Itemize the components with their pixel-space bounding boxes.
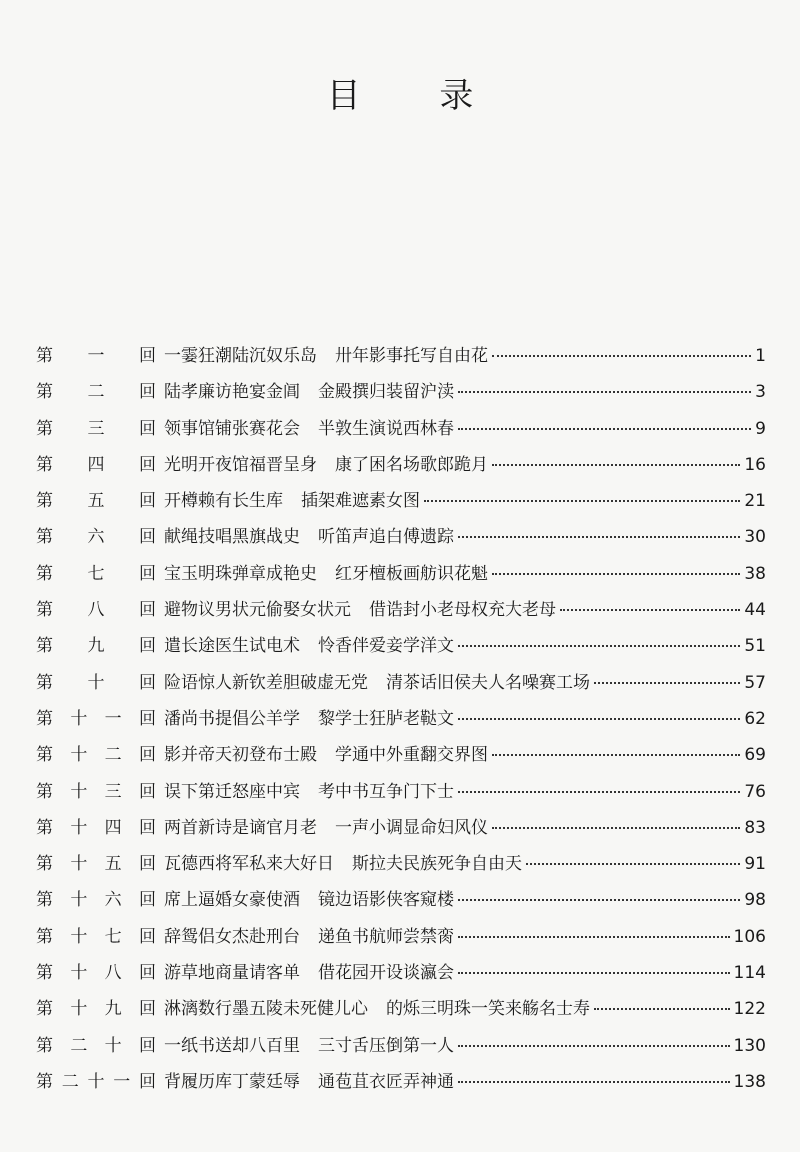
chapter-title-second-line: 一声小调显命妇风仪: [335, 817, 488, 838]
chapter-title-second-line: 红牙檀板画舫识花魁: [335, 563, 488, 584]
dot-leader: [458, 428, 751, 430]
dot-leader: [458, 791, 740, 793]
chapter-number: 第 十 一 回: [36, 708, 156, 729]
chapter-title-second-line: 借诰封小老母权充大老母: [369, 600, 556, 621]
page-number: 138: [733, 1071, 766, 1092]
dot-leader: [560, 609, 740, 611]
chapter-title-first-line: 光明开夜馆福晋呈身: [164, 454, 317, 475]
chapter-title-first-line: 背履历库丁蒙廷辱: [164, 1071, 300, 1092]
chapter-title-first-line: 遣长途医生试电术: [164, 636, 300, 657]
chapter-number: 第 九 回: [36, 636, 156, 657]
chapter-number: 第 十 三 回: [36, 781, 156, 802]
chapter-title-first-line: 宝玉明珠弹章成艳史: [164, 563, 317, 584]
dot-leader: [458, 936, 730, 938]
chapter-title-second-line: 三寸舌压倒第一人: [318, 1035, 454, 1056]
chapter-title-second-line: 递鱼书航师尝禁脔: [318, 926, 454, 947]
dot-leader: [458, 718, 740, 720]
chapter-title-second-line: 借花园开设谈瀛会: [318, 963, 454, 984]
chapter-number: 第 二 十 回: [36, 1035, 156, 1056]
toc-row: [36, 1031, 766, 1067]
page-number: 1: [755, 346, 766, 366]
page-number: 114: [733, 963, 766, 984]
chapter-title-second-line: 插架难遮素女图: [301, 491, 420, 512]
chapter-title-first-line: 避物议男状元偷娶女状元: [164, 600, 351, 621]
chapter-title-second-line: 斯拉夫民族死争自由天: [352, 854, 522, 875]
toc-row: [36, 849, 766, 885]
toc-row: [36, 994, 766, 1030]
toc-row: [36, 450, 766, 486]
dot-leader: [458, 391, 751, 393]
page-number: 106: [733, 926, 766, 947]
chapter-title-second-line: 听笛声追白傅遗踪: [318, 527, 454, 548]
toc-row: [36, 885, 766, 921]
chapter-title-first-line: 开樽赖有长生库: [164, 491, 283, 512]
page-number: 130: [733, 1035, 766, 1056]
toc-row: [36, 377, 766, 413]
chapter-number: 第 十 五 回: [36, 854, 156, 875]
chapter-number: 第 一 回: [36, 346, 156, 366]
page-number: 83: [744, 817, 766, 838]
dot-leader: [458, 645, 740, 647]
chapter-title-second-line: 镜边语影侠客窥楼: [318, 890, 454, 911]
toc-row: [36, 813, 766, 849]
page-number: 62: [744, 708, 766, 729]
chapter-number: 第 五 回: [36, 491, 156, 512]
chapter-number: 第 三 回: [36, 418, 156, 439]
toc-row: [36, 777, 766, 813]
chapter-title-first-line: 辞鸳侣女杰赴刑台: [164, 926, 300, 947]
chapter-title-second-line: 康了困名场歌郎跪月: [335, 454, 488, 475]
chapter-title-second-line: 怜香伴爱妾学洋文: [318, 636, 454, 657]
dot-leader: [594, 682, 740, 684]
dot-leader: [492, 464, 740, 466]
dot-leader: [458, 536, 740, 538]
page-number: 16: [744, 454, 766, 475]
toc-row: [36, 704, 766, 740]
chapter-number: 第 八 回: [36, 600, 156, 621]
chapter-title-first-line: 献绳技唱黑旗战史: [164, 527, 300, 548]
dot-leader: [458, 1081, 730, 1083]
page-number: 98: [744, 890, 766, 911]
page-number: 51: [744, 636, 766, 657]
toc-row: [36, 486, 766, 522]
page-number: 69: [744, 745, 766, 766]
toc-row: [36, 958, 766, 994]
page-number: 122: [733, 999, 766, 1020]
chapter-title-first-line: 瓦德西将军私来大好日: [164, 854, 334, 875]
page-number: 91: [744, 854, 766, 875]
chapter-title-first-line: 影并帝天初登布士殿: [164, 745, 317, 766]
dot-leader: [492, 573, 740, 575]
chapter-title-first-line: 一纸书送却八百里: [164, 1035, 300, 1056]
chapter-number: 第 十 二 回: [36, 745, 156, 766]
chapter-title-first-line: 淋漓数行墨五陵未死健儿心: [164, 999, 368, 1020]
chapter-number: 第 七 回: [36, 563, 156, 584]
toc-row: [36, 559, 766, 595]
dot-leader: [458, 1045, 730, 1047]
chapter-number: 第 十 六 回: [36, 890, 156, 911]
chapter-title-second-line: 黎学士狂胪老鞑文: [318, 708, 454, 729]
chapter-number: 第 二 十 一 回: [36, 1071, 156, 1092]
page-title: 目 录: [326, 76, 508, 116]
chapter-title-first-line: 两首新诗是谪官月老: [164, 817, 317, 838]
dot-leader: [594, 1008, 730, 1010]
page-number: 76: [744, 781, 766, 802]
chapter-number: 第 十 八 回: [36, 963, 156, 984]
toc-row: [36, 341, 766, 377]
chapter-title-first-line: 席上逼婚女豪使酒: [164, 890, 300, 911]
chapter-number: 第 六 回: [36, 527, 156, 548]
chapter-title-first-line: 潘尚书提倡公羊学: [164, 708, 300, 729]
chapter-title-first-line: 陆孝廉访艳宴金阊: [164, 382, 300, 403]
chapter-number: 第 十 九 回: [36, 999, 156, 1020]
chapter-number: 第 二 回: [36, 382, 156, 403]
toc-row: [36, 922, 766, 958]
chapter-title-second-line: 清茶话旧侯夫人名噪赛工场: [386, 672, 590, 693]
chapter-title-second-line: 的烁三明珠一笑来觞名士寿: [386, 999, 590, 1020]
page-number: 30: [744, 527, 766, 548]
chapter-number: 第 十 四 回: [36, 817, 156, 838]
page-number: 9: [755, 418, 766, 439]
page-number: 21: [744, 491, 766, 512]
chapter-number: 第 十 七 回: [36, 926, 156, 947]
chapter-title-second-line: 金殿撰归装留沪渎: [318, 382, 454, 403]
chapter-title-first-line: 游草地商量请客单: [164, 963, 300, 984]
toc-row: [36, 595, 766, 631]
chapter-title-first-line: 领事馆铺张赛花会: [164, 418, 300, 439]
page-number: 38: [744, 563, 766, 584]
chapter-title-second-line: 通苞苴衣匠弄神通: [318, 1071, 454, 1092]
dot-leader: [458, 899, 740, 901]
toc-row: [36, 522, 766, 558]
toc-row: [36, 414, 766, 450]
toc-row: [36, 668, 766, 704]
chapter-number: 第 十 回: [36, 672, 156, 693]
chapter-title-second-line: 学通中外重翻交界图: [335, 745, 488, 766]
toc-row: [36, 740, 766, 776]
chapter-title-first-line: 险语惊人新钦差胆破虚无党: [164, 672, 368, 693]
dot-leader: [458, 972, 730, 974]
dot-leader: [492, 827, 740, 829]
page-number: 3: [755, 382, 766, 403]
dot-leader: [424, 500, 740, 502]
table-of-contents: [36, 341, 766, 1103]
chapter-title-first-line: 一霎狂潮陆沉奴乐岛: [164, 346, 317, 366]
chapter-title-second-line: 半敦生演说西林春: [318, 418, 454, 439]
dot-leader: [492, 754, 740, 756]
toc-row: [36, 1067, 766, 1103]
chapter-title-second-line: 卅年影事托写自由花: [335, 346, 488, 366]
dot-leader: [492, 355, 751, 357]
chapter-title-second-line: 考中书互争门下士: [318, 781, 454, 802]
chapter-title-first-line: 误下第迁怒座中宾: [164, 781, 300, 802]
page-number: 57: [744, 672, 766, 693]
page-number: 44: [744, 600, 766, 621]
chapter-number: 第 四 回: [36, 454, 156, 475]
toc-row: [36, 631, 766, 667]
dot-leader: [526, 863, 740, 865]
